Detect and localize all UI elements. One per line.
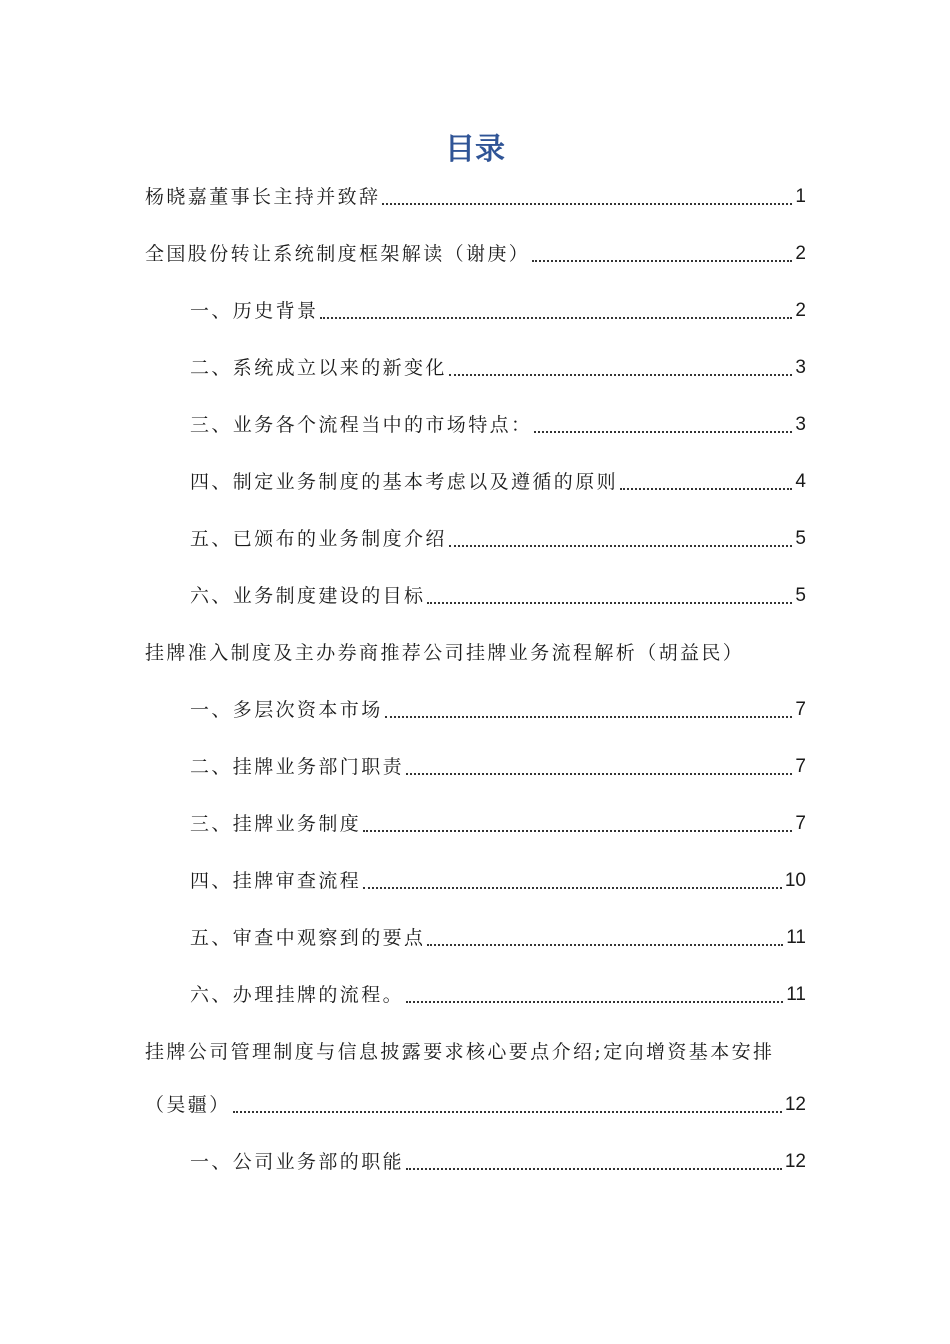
dot-leader [320,317,792,319]
toc-page-number: 7 [795,756,806,777]
toc-entry-label: 挂牌公司管理制度与信息披露要求核心要点介绍;定向增资基本安排 [145,1041,775,1063]
toc-entry-principles[interactable] [190,466,806,496]
toc-page-number: 2 [795,300,806,321]
toc-entry-label: 二、系统成立以来的新变化 [190,357,447,379]
toc-entry-label: 六、办理挂牌的流程。 [190,984,405,1006]
dot-leader [427,602,792,604]
toc-entry-history[interactable] [190,295,806,325]
toc-entry-market-features[interactable] [190,409,806,439]
toc-entry-label: （吴疆） [145,1094,231,1116]
toc-entry-chairman-speech[interactable] [145,181,806,211]
toc-entry-department-functions[interactable] [190,1146,806,1176]
toc-entry-label: 一、公司业务部的职能 [190,1151,405,1173]
toc-entry-listing-procedure[interactable] [190,979,806,1009]
toc-entry-label: 五、已颁布的业务制度介绍 [190,528,447,550]
toc-page-number: 3 [795,357,806,378]
dot-leader [620,488,792,490]
toc-entry-label: 全国股份转让系统制度框架解读（谢庚） [145,243,531,265]
toc-entry-company-management-cont[interactable] [145,1089,806,1119]
dot-leader [406,1001,783,1003]
toc-entry-department-duties[interactable] [190,751,806,781]
dot-leader [363,830,792,832]
toc-entry-label: 四、制定业务制度的基本考虑以及遵循的原则 [190,471,619,493]
toc-page-number: 3 [795,414,806,435]
toc-entry-listing-access[interactable] [145,637,806,667]
toc-page-number: 5 [795,585,806,606]
toc-page-number: 7 [795,813,806,834]
dot-leader [449,374,793,376]
toc-entry-label: 五、审查中观察到的要点 [190,927,426,949]
toc-entry-label: 杨晓嘉董事长主持并致辞 [145,186,381,208]
toc-page-number: 4 [795,471,806,492]
dot-leader [449,545,793,547]
toc-page-number: 7 [795,699,806,720]
dot-leader [406,1168,782,1170]
toc-page-number: 10 [784,870,806,891]
dot-leader [385,716,793,718]
toc-entry-review-process[interactable] [190,865,806,895]
toc-page-number: 11 [786,984,806,1005]
toc-entry-framework[interactable] [145,238,806,268]
toc-page-number: 1 [795,186,806,207]
toc-entry-goals[interactable] [190,580,806,610]
toc-page-number: 5 [795,528,806,549]
dot-leader [406,773,792,775]
toc-entry-label: 一、历史背景 [190,300,319,322]
toc-entry-label: 挂牌准入制度及主办券商推荐公司挂牌业务流程解析（胡益民） [145,642,745,664]
toc-entry-company-management[interactable] [145,1036,806,1066]
toc-entry-label: 一、多层次资本市场 [190,699,383,721]
dot-leader [363,887,782,889]
toc-entry-review-points[interactable] [190,922,806,952]
toc-page-number: 12 [784,1151,806,1172]
dot-leader [233,1111,782,1113]
toc-entry-listing-rules[interactable] [190,808,806,838]
toc-entry-label: 二、挂牌业务部门职责 [190,756,405,778]
toc-entry-label: 四、挂牌审查流程 [190,870,362,892]
toc-page-number: 12 [784,1094,806,1115]
toc-entry-multi-tier-market[interactable] [190,694,806,724]
dot-leader [534,431,792,433]
toc-page-number: 2 [795,243,806,264]
dot-leader [532,260,792,262]
toc-entry-new-changes[interactable] [190,352,806,382]
toc-page-number: 11 [786,927,806,948]
toc-entry-published-rules[interactable] [190,523,806,553]
toc-entry-label: 三、挂牌业务制度 [190,813,362,835]
page-title: 目录 [445,132,505,167]
toc-entry-label: 六、业务制度建设的目标 [190,585,426,607]
dot-leader [382,203,792,205]
dot-leader [427,944,783,946]
toc-entry-label: 三、业务各个流程当中的市场特点： [190,414,533,436]
